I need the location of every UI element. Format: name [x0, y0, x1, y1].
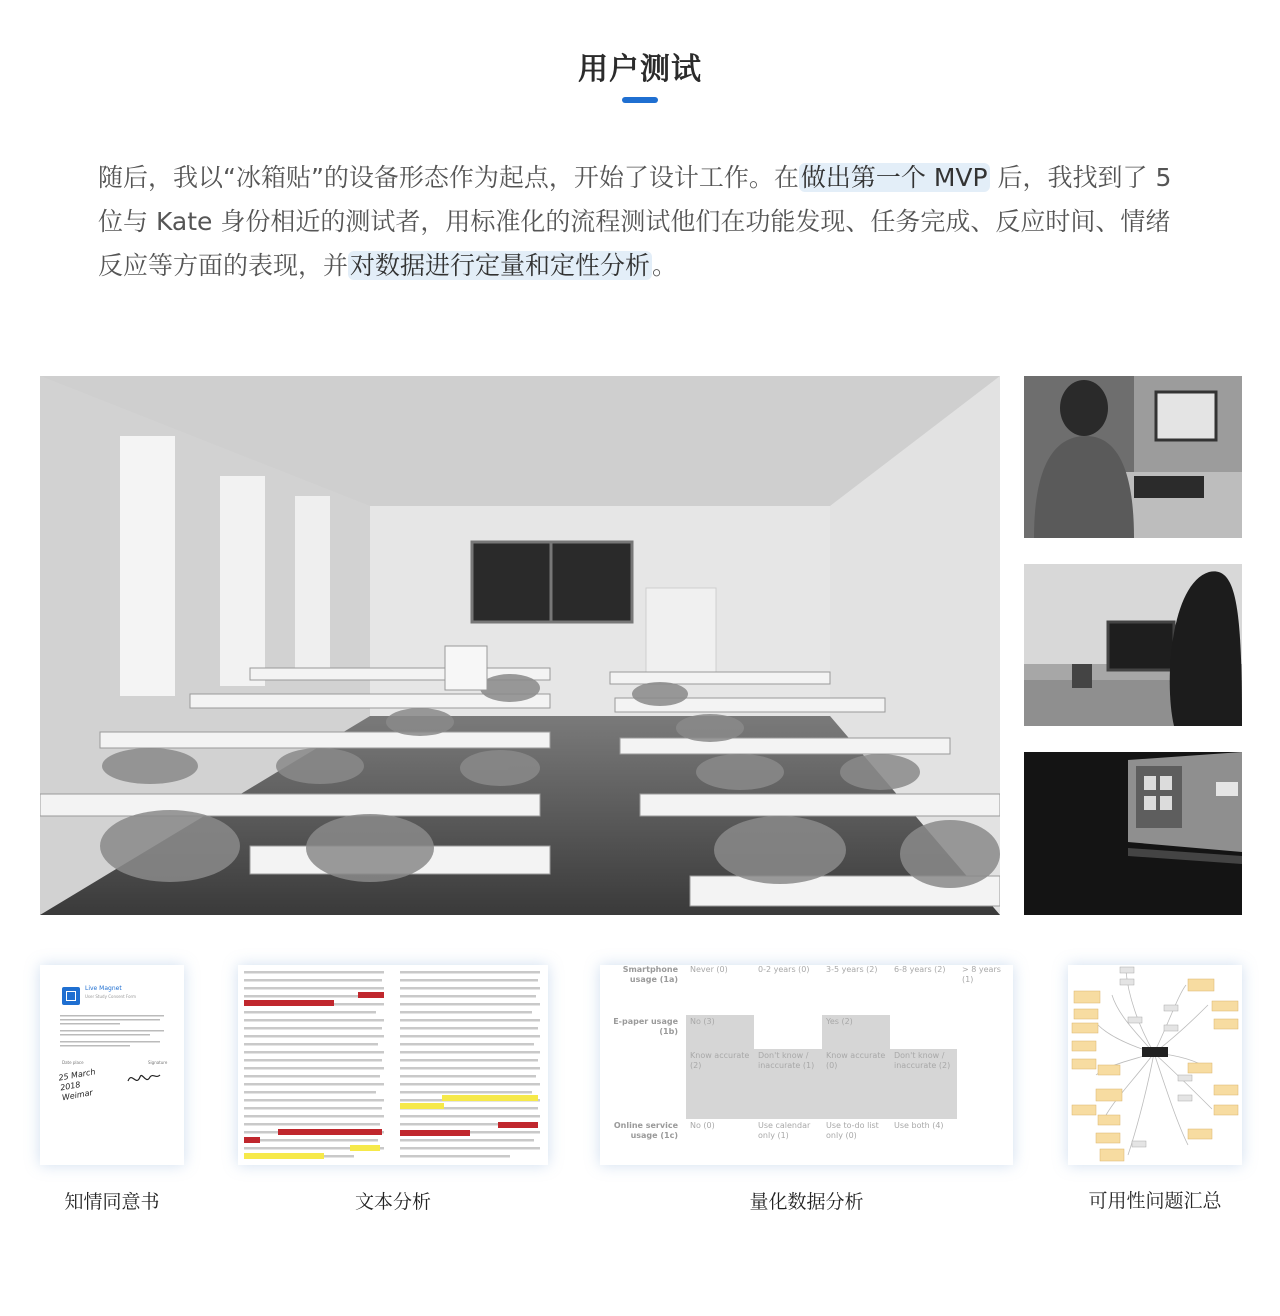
text-analysis-card	[238, 965, 548, 1165]
cell-online-1: Use calendar only (1)	[758, 1121, 811, 1140]
signature-icon	[126, 1069, 162, 1089]
caption-usability: 可用性问题汇总	[1088, 1190, 1222, 1212]
intro-highlight-mvp: 做出第一个 MVP	[800, 163, 988, 192]
row-label-epaper: E-paper usage (1b)	[613, 1017, 678, 1036]
section-title: 用户测试	[578, 52, 702, 87]
cell-smartphone-3: 6-8 years (2)	[894, 965, 946, 974]
cell-smartphone-0: Never (0)	[690, 965, 728, 974]
consent-subtitle: User Study Consent Form	[85, 994, 136, 999]
consent-signature-label: Signature	[148, 1060, 168, 1065]
cell-smartphone-4: > 8 years (1)	[962, 965, 1001, 984]
cell-smartphone-1: 0-2 years (0)	[758, 965, 810, 974]
cell-epaper-sub-3: Don't know / inaccurate (2)	[894, 1051, 951, 1070]
cell-epaper-0: No (3)	[690, 1017, 715, 1026]
intro-highlight-analysis: 对数据进行定量和定性分析	[350, 251, 651, 280]
usability-mindmap-card	[1068, 965, 1242, 1165]
consent-logo	[62, 987, 80, 1005]
caption-consent: 知情同意书	[64, 1191, 160, 1213]
row-label-online: Online service usage (1c)	[613, 1121, 678, 1140]
transcript-lines	[238, 965, 548, 1165]
consent-form-card	[40, 965, 184, 1165]
cell-smartphone-2: 3-5 years (2)	[826, 965, 878, 974]
consent-date-label: Date place	[62, 1060, 84, 1065]
classroom-photo	[40, 376, 1000, 915]
intro-paragraph	[98, 156, 1188, 288]
cell-online-2: Use to-do list only (0)	[826, 1121, 879, 1140]
intro-text-2: 后，我找到了 5 位与 Kate 身份相近的测试者，用标准化的流程测试他们在功能发现、任务完成、反应时间、情绪反应等方面的表现，并	[98, 163, 1172, 280]
cell-epaper-sub-0: Know accurate (2)	[690, 1051, 750, 1070]
display-photo	[1024, 752, 1242, 915]
consent-handwriting: 25 March 2018 Weimar	[57, 1067, 97, 1103]
cell-epaper-sub-2: Know accurate (0)	[826, 1051, 886, 1070]
tester-1-photo	[1024, 376, 1242, 538]
consent-text-lines	[60, 1015, 170, 1055]
intro-text-3: 。	[652, 251, 678, 280]
title-underline	[622, 97, 658, 103]
cell-epaper-2: Yes (2)	[826, 1017, 853, 1026]
tester-2-photo	[1024, 564, 1242, 726]
cell-epaper-sub-1: Don't know / inaccurate (1)	[758, 1051, 815, 1070]
row-label-smartphone: Smartphone usage (1a)	[622, 965, 678, 984]
mindmap	[1068, 965, 1242, 1165]
consent-brand: Live Magnet	[85, 985, 122, 992]
cell-online-0: No (0)	[690, 1121, 715, 1130]
caption-quant-analysis: 量化数据分析	[749, 1191, 864, 1213]
quant-analysis-card	[600, 965, 1013, 1165]
caption-text-analysis: 文本分析	[354, 1191, 431, 1213]
intro-text-1: 随后，我以“冰箱贴”的设备形态作为起点，开始了设计工作。在	[98, 163, 799, 192]
cell-online-3: Use both (4)	[894, 1121, 944, 1130]
